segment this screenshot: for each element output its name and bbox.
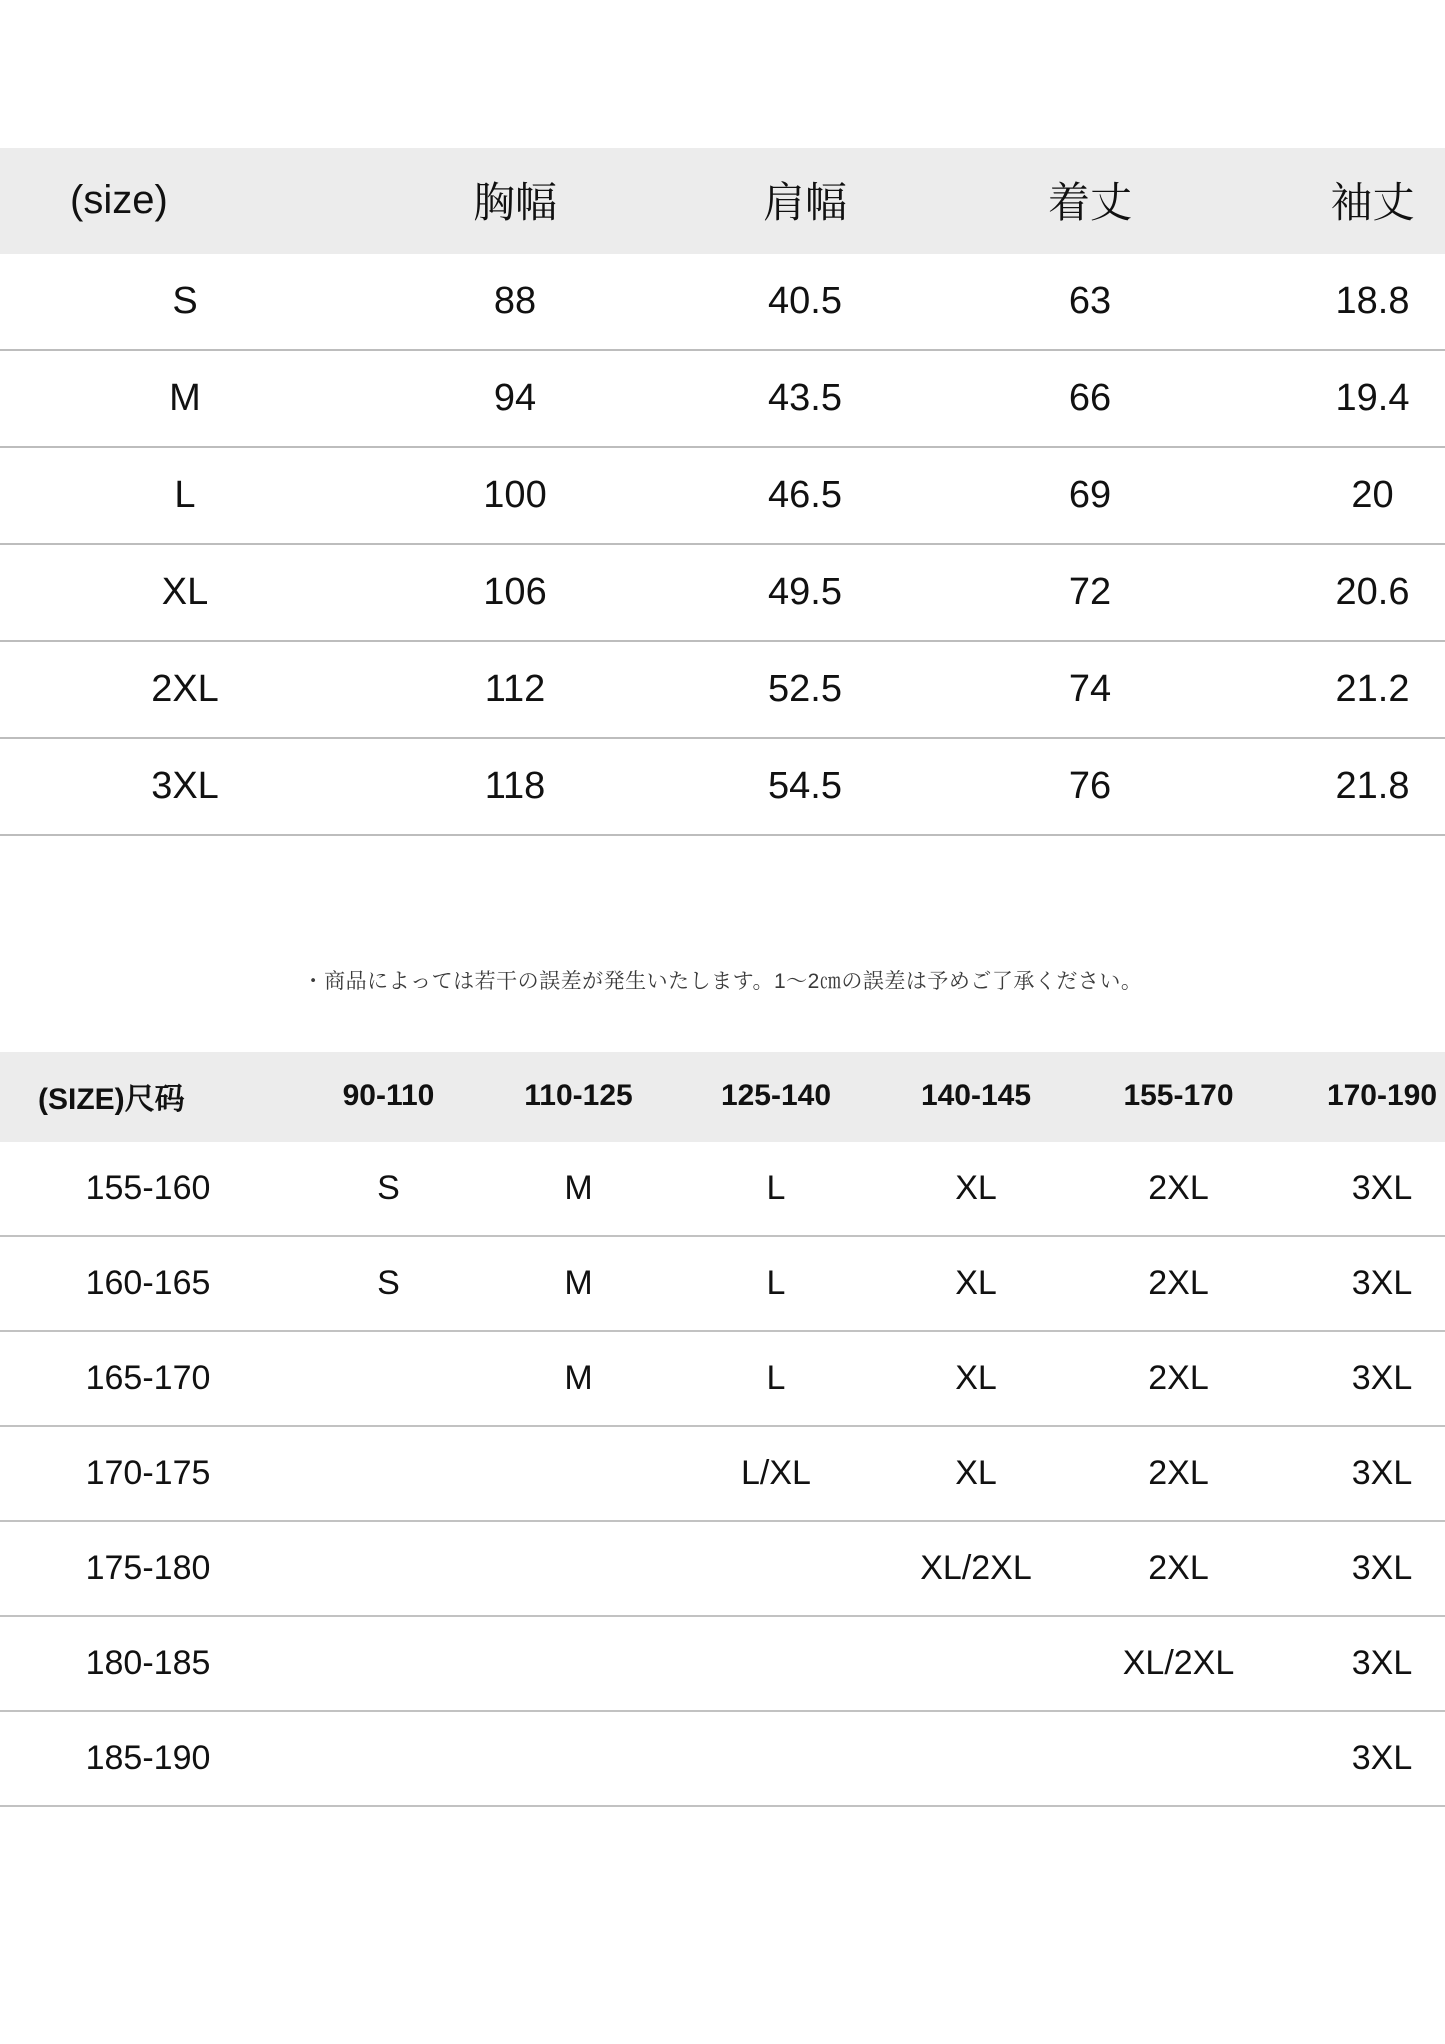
cell-rec: M — [481, 1142, 676, 1236]
header-shoulder: 肩幅 — [762, 179, 847, 226]
table-row — [0, 641, 1445, 738]
table-row — [0, 544, 1445, 641]
cell-rec — [676, 1521, 876, 1616]
cell-length: 76 — [950, 738, 1230, 835]
cell-rec: 2XL — [1076, 1426, 1281, 1521]
cell-rec — [481, 1711, 676, 1806]
header-length: 着丈 — [1047, 179, 1132, 226]
cell-height: 165-170 — [0, 1331, 296, 1426]
cell-chest: 88 — [370, 254, 660, 350]
header-chest: 胸幅 — [472, 179, 557, 226]
cell-rec: XL — [876, 1236, 1076, 1331]
recommendation-table — [0, 1052, 1445, 1807]
table-row — [0, 1236, 1445, 1331]
cell-rec: 2XL — [1076, 1521, 1281, 1616]
cell-rec — [296, 1426, 481, 1521]
table-row — [0, 738, 1445, 835]
cell-height: 160-165 — [0, 1236, 296, 1331]
cell-rec: XL/2XL — [876, 1521, 1076, 1616]
cell-size: M — [0, 350, 370, 447]
cell-chest: 118 — [370, 738, 660, 835]
recommendation-table-header — [0, 1052, 1445, 1142]
cell-shoulder: 52.5 — [660, 641, 950, 738]
cell-shoulder: 40.5 — [660, 254, 950, 350]
header-size: (size) — [70, 177, 168, 222]
cell-rec: XL — [876, 1426, 1076, 1521]
measurement-table — [0, 148, 1445, 836]
table-header-row — [0, 148, 1445, 254]
table-row — [0, 1616, 1445, 1711]
cell-size: 3XL — [0, 738, 370, 835]
cell-rec — [296, 1331, 481, 1426]
cell-rec: 2XL — [1076, 1236, 1281, 1331]
cell-sleeve: 20.6 — [1230, 544, 1445, 641]
cell-sleeve: 21.8 — [1230, 738, 1445, 835]
header-weight-110-125: 110-125 — [524, 1079, 633, 1112]
recommendation-table-container — [0, 1052, 1445, 1807]
cell-size: S — [0, 254, 370, 350]
cell-rec: S — [296, 1236, 481, 1331]
measurement-note: ・商品によっては若干の誤差が発生いたします。1～2㎝の誤差は予めご了承ください。 — [302, 970, 1143, 993]
header-weight-125-140: 125-140 — [720, 1079, 832, 1112]
measurement-table-body — [0, 254, 1445, 835]
cell-rec: L — [676, 1142, 876, 1236]
cell-rec: 3XL — [1281, 1142, 1445, 1236]
cell-rec: 3XL — [1281, 1331, 1445, 1426]
cell-rec — [481, 1426, 676, 1521]
cell-rec: L — [676, 1236, 876, 1331]
table-row — [0, 1426, 1445, 1521]
cell-rec: 3XL — [1281, 1521, 1445, 1616]
cell-height: 155-160 — [0, 1142, 296, 1236]
cell-rec: M — [481, 1236, 676, 1331]
cell-rec: 3XL — [1281, 1426, 1445, 1521]
cell-rec: M — [481, 1331, 676, 1426]
table-row — [0, 350, 1445, 447]
measurement-table-container — [0, 148, 1445, 836]
cell-rec: 3XL — [1281, 1711, 1445, 1806]
cell-rec: XL/2XL — [1076, 1616, 1281, 1711]
cell-length: 72 — [950, 544, 1230, 641]
cell-length: 66 — [950, 350, 1230, 447]
table-row — [0, 1142, 1445, 1236]
table-header-row — [0, 1052, 1445, 1142]
table-row — [0, 1711, 1445, 1806]
table-row — [0, 447, 1445, 544]
cell-rec — [676, 1711, 876, 1806]
cell-shoulder: 54.5 — [660, 738, 950, 835]
cell-rec — [481, 1616, 676, 1711]
cell-rec — [1076, 1711, 1281, 1806]
cell-rec: L — [676, 1331, 876, 1426]
table-row — [0, 1521, 1445, 1616]
measurement-table-header — [0, 148, 1445, 254]
cell-shoulder: 49.5 — [660, 544, 950, 641]
cell-length: 63 — [950, 254, 1230, 350]
cell-rec — [876, 1616, 1076, 1711]
cell-size: 2XL — [0, 641, 370, 738]
header-weight-140-145: 140-145 — [920, 1079, 1032, 1112]
table-row — [0, 1331, 1445, 1426]
cell-sleeve: 20 — [1230, 447, 1445, 544]
cell-size: L — [0, 447, 370, 544]
cell-chest: 106 — [370, 544, 660, 641]
header-weight-170-190: 170-190 — [1326, 1079, 1438, 1112]
cell-height: 180-185 — [0, 1616, 296, 1711]
recommendation-table-body — [0, 1142, 1445, 1806]
cell-size: XL — [0, 544, 370, 641]
cell-rec: 3XL — [1281, 1236, 1445, 1331]
cell-sleeve: 19.4 — [1230, 350, 1445, 447]
header-weight-155-170: 155-170 — [1123, 1079, 1234, 1112]
cell-rec — [296, 1521, 481, 1616]
cell-rec: 2XL — [1076, 1331, 1281, 1426]
cell-rec — [676, 1616, 876, 1711]
cell-rec: S — [296, 1142, 481, 1236]
cell-chest: 112 — [370, 641, 660, 738]
table-row — [0, 254, 1445, 350]
cell-rec — [296, 1711, 481, 1806]
header-size-code: (SIZE)尺码 — [38, 1083, 185, 1116]
cell-height: 170-175 — [0, 1426, 296, 1521]
header-sleeve: 袖丈 — [1330, 179, 1415, 226]
cell-sleeve: 21.2 — [1230, 641, 1445, 738]
cell-length: 69 — [950, 447, 1230, 544]
cell-rec: XL — [876, 1331, 1076, 1426]
cell-rec — [481, 1521, 676, 1616]
cell-sleeve: 18.8 — [1230, 254, 1445, 350]
cell-height: 175-180 — [0, 1521, 296, 1616]
cell-height: 185-190 — [0, 1711, 296, 1806]
cell-chest: 94 — [370, 350, 660, 447]
header-weight-90-110: 90-110 — [342, 1079, 435, 1112]
cell-rec: 3XL — [1281, 1616, 1445, 1711]
cell-shoulder: 43.5 — [660, 350, 950, 447]
cell-rec — [876, 1711, 1076, 1806]
cell-rec — [296, 1616, 481, 1711]
cell-shoulder: 46.5 — [660, 447, 950, 544]
cell-rec: XL — [876, 1142, 1076, 1236]
cell-rec: L/XL — [676, 1426, 876, 1521]
cell-rec: 2XL — [1076, 1142, 1281, 1236]
cell-length: 74 — [950, 641, 1230, 738]
cell-chest: 100 — [370, 447, 660, 544]
